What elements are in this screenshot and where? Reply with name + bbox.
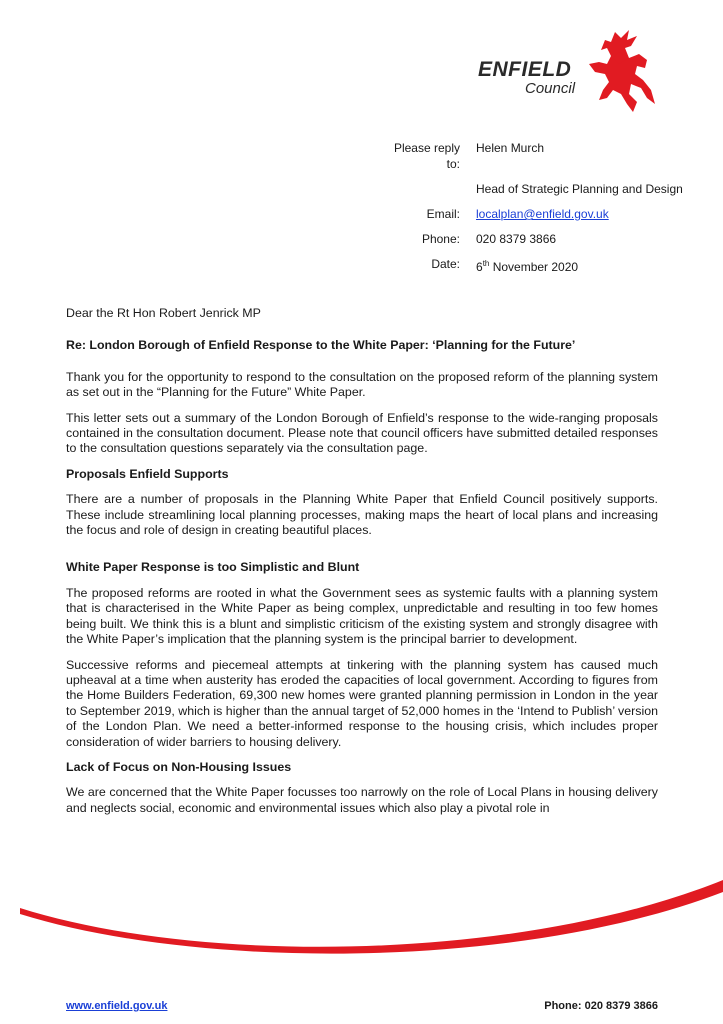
- date-label: Date:: [431, 257, 460, 271]
- section-heading-supports: Proposals Enfield Supports: [66, 466, 229, 481]
- enfield-council-logo: [470, 28, 660, 118]
- logo-name: ENFIELD: [478, 58, 572, 81]
- footer-website-link[interactable]: www.enfield.gov.uk: [66, 1000, 168, 1012]
- reply-to-title: Head of Strategic Planning and Design: [476, 182, 683, 196]
- footer-phone: Phone: 020 8379 3866: [544, 1000, 658, 1012]
- intro-paragraph-2: This letter sets out a summary of the London Borough of Enfield’s response to the wide-ranging proposals contained in the consultation document. Please note that council officers have submitted detailed responses to the consultation questions separately via the consultation page.: [66, 410, 658, 456]
- section-2-paragraph-2: Successive reforms and piecemeal attempts at tinkering with the planning system has caused much upheaval at a time when austerity has eroded the capacities of local government. According to figures from the Home Builders Federation, 69,300 new homes were granted planning permission in London in the year to September 2019, which is higher than the annual target of 52,000 homes in the ‘Intend to Publish’ version of the London Plan. We need a better-informed response to the housing crisis, which includes proper consideration of wider barriers to housing delivery.: [66, 657, 658, 749]
- footer-swoosh-decoration: [0, 870, 723, 980]
- reply-details: [380, 140, 700, 284]
- phone-row: [380, 231, 700, 247]
- section-heading-non-housing: Lack of Focus on Non-Housing Issues: [66, 759, 292, 774]
- section-heading-simplistic: White Paper Response is too Simplistic and Blunt: [66, 560, 360, 575]
- reply-to-name: Helen Murch: [476, 141, 545, 155]
- phone-label: Phone:: [421, 232, 460, 246]
- logo-subname: Council: [525, 80, 576, 97]
- reply-title-row: [380, 181, 700, 197]
- dragon-icon: [585, 28, 657, 114]
- email-row: [380, 206, 700, 222]
- section-1-paragraph: There are a number of proposals in the Planning White Paper that Enfield Council positively supports. These include streamlining local planning processes, making maps the heart of local plans and increasing the focus and role of design in creating beautiful places.: [66, 492, 658, 538]
- phone-value: 020 8379 3866: [476, 232, 557, 246]
- salutation: Dear the Rt Hon Robert Jenrick MP: [66, 306, 261, 320]
- section-3-paragraph: We are concerned that the White Paper focusses too narrowly on the role of Local Plans in housing delivery and neglects social, economic and environmental issues which also play a pivotal role in: [66, 785, 658, 815]
- section-2-paragraph-1: The proposed reforms are rooted in what the Government sees as systemic faults with a planning system that is characterised in the White Paper as being complex, unpredictable and resulting in too few homes being built. We think this is a blunt and simplistic criticism of the existing system and strongly disagree with the White Paper’s implication that the planning system is the principal barrier to development.: [66, 585, 658, 647]
- date-value: 6th November 2020: [476, 259, 579, 274]
- letter-body: [66, 306, 658, 826]
- reply-to-label: Please reply to:: [393, 141, 460, 171]
- letter-subject: Re: London Borough of Enfield Response to the White Paper: ‘Planning for the Future’: [66, 338, 576, 353]
- date-row: [380, 256, 700, 275]
- reply-to-row: [380, 140, 700, 172]
- email-link[interactable]: localplan@enfield.gov.uk: [476, 207, 609, 221]
- email-label: Email:: [426, 207, 460, 221]
- footer: [66, 1000, 658, 1012]
- intro-paragraph-1: Thank you for the opportunity to respond to the consultation on the proposed reform of the planning system as set out in the “Planning for the Future” White Paper.: [66, 369, 658, 400]
